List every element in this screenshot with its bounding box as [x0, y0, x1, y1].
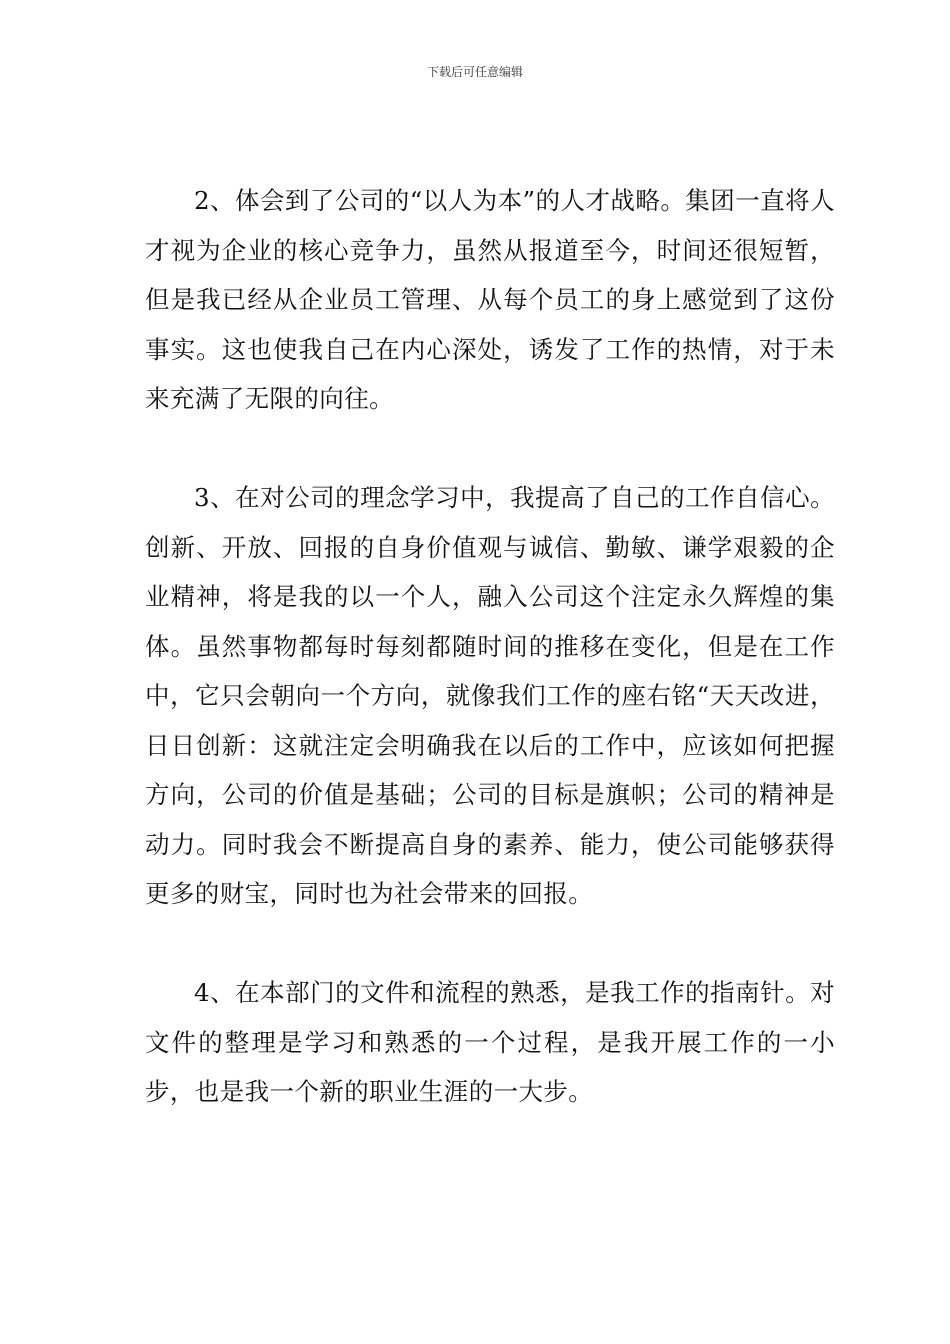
document-body [145, 176, 835, 1117]
paragraph-3: 3、在对公司的理念学习中，我提高了自己的工作自信心。创新、开放、回报的自身价值观与诚信、勤敏、谦学艰毅的企业精神，将是我的以一个人，融入公司这个注定永久辉煌的集体。虽然事物都每时每刻都随时间的推移在变化，但是在工作中，它只会朝向一个方向，就像我们工作的座右铭“天天改进，日日创新：这就注定会明确我在以后的工作中，应该如何把握方向，公司的价值是基础；公司的目标是旗帜；公司的精神是动力。同时我会不断提高自身的素养、能力，使公司能够获得更多的财宝，同时也为社会带来的回报。 [145, 483, 835, 908]
page-header: 下载后可任意编辑 [426, 65, 523, 79]
paragraph-4: 4、在本部门的文件和流程的熟悉，是我工作的指南针。对文件的整理是学习和熟悉的一个过程，是我开展工作的一小步，也是我一个新的职业生涯的一大步。 [145, 978, 835, 1106]
paragraph-2: 2、体会到了公司的“以人为本”的人才战略。集团一直将人才视为企业的核心竞争力，虽然从报道至今，时间还很短暂，但是我已经从企业员工管理、从每个员工的身上感觉到了这份事实。这也使我自己在内心深处，诱发了工作的热情，对于未来充满了无限的向往。 [145, 186, 835, 413]
